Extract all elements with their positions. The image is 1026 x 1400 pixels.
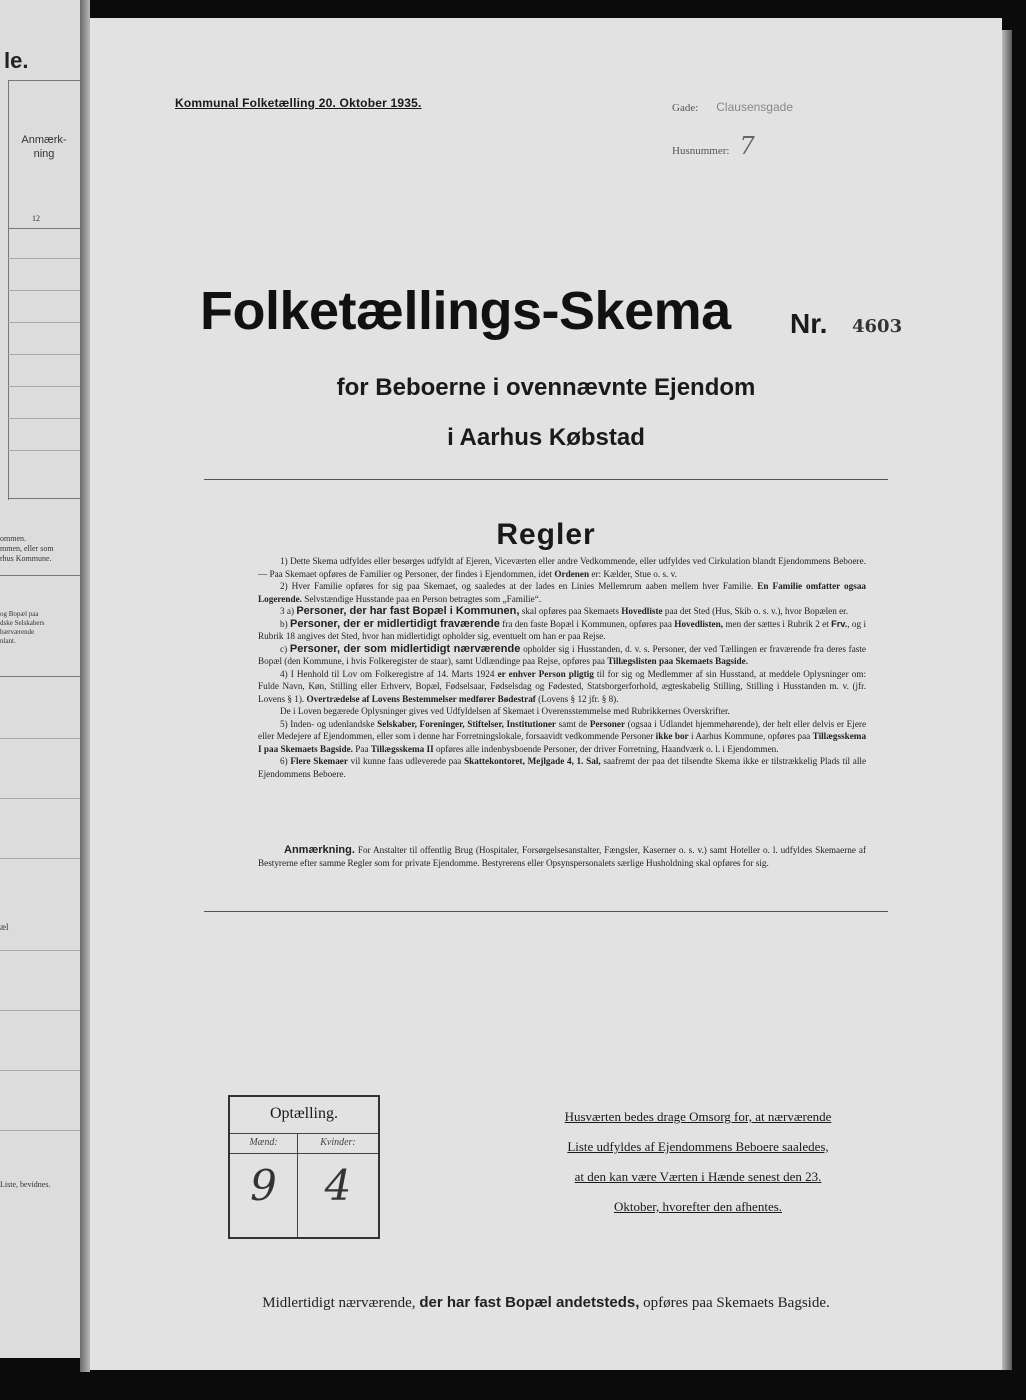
tally-women-label: Kvinder: [320,1137,356,1148]
footer-instruction [90,1294,1002,1312]
rules-heading: Regler [496,518,596,551]
left-heading-fragment: le. [4,48,29,73]
footer-part-3: opføres paa Skemaets Bagside. [643,1295,830,1311]
left-column-number: 12 [32,214,40,223]
left-rule [0,950,80,951]
section-divider [204,479,888,480]
left-rule [0,575,80,576]
left-note-line: ommen. [0,534,26,543]
left-rule [8,258,80,259]
street-field [672,98,793,116]
left-note2-line: dske Selskabers [0,619,45,627]
left-rule [8,386,80,387]
left-column-label-2: ning [33,148,55,160]
rule-3c: c) Personer, der som midlertidigt nærværende opholder sig i Husstanden, d. v. s. Personer, der ved Tællingen er fraværende fra deres faste Bopæl (den Kommune, i hvis Folkeregister de staar), samt Udlændinge paa Rejse, opføres paa Tillægslisten paa Skemaets Bagside. [258,642,867,666]
form-title: Folketællings-Skema [200,281,731,341]
left-rule [8,228,80,229]
left-rule [8,498,80,499]
tally-header-rule [230,1153,378,1154]
notice-line-2: Liste udfyldes af Ejendommens Beboere saaledes, [567,1139,829,1154]
page-edge-shadow [1002,30,1012,1370]
left-rule [8,418,80,419]
tally-women-value: 4 [324,1161,352,1210]
left-rule [8,80,80,81]
left-rule [8,354,80,355]
form-number-label: Nr. [790,308,828,339]
rule-3b: b) Personer, der er midlertidigt fraværende fra den faste Bopæl i Kommunen, opføres paa Hovedlisten, men der sættes i Rubrik 2 et Frv., og i Rubrik 18 angives det Sted, hvor han midlertidigt opholder sig, eventuelt om han er paa Rejse. [258,617,867,641]
census-form-page [90,18,1002,1370]
form-number-value: 4603 [852,316,903,337]
left-page-fragment [0,0,81,1358]
notice-line-1: Husværten bedes drage Omsorg for, at nærværende [564,1109,832,1124]
left-note2-line: nlant. [0,637,16,645]
tally-title-rule [230,1133,378,1134]
tally-title: Optælling. [269,1105,338,1122]
left-fragment-mid: æl [0,922,9,932]
notice-line-4: Oktober, hvorefter den afhentes. [613,1199,783,1214]
left-rule [0,798,80,799]
left-note-line: rhus Kommune. [0,554,52,563]
census-title: Kommunal Folketælling 20. Oktober 1935. [175,96,422,110]
note-text: For Anstalter til offentlig Brug (Hospitaler, Forsørgelsesanstalter, Fængsler, Kaserner o. s. v.) samt Hoteller o. l. udfyldes Skemaerne af Bestyrerne efter samme Regler som for private Ejendomme. Bestyrerens eller Opsynspersonalets særlige Husholdning skal opføres for sig. [258,845,867,868]
rule-6: 6) Flere Skemaer vil kunne faas udleverede paa Skattekontoret, Mejlgade 4, 1. Sal, saafremt der paa det tilsendte Skema ikke er tilstrækkelig Plads til alle Ejendommens Beboere. [258,756,867,779]
rule-4-cont: De i Loven begærede Oplysninger gives ved Udfyldelsen af Skemaet i Overensstemmelse med Rubrikkernes Overskrifter. [280,706,730,716]
rule-3a: 3 a) Personer, der har fast Bopæl i Kommunen, skal opføres paa Skemaets Hovedliste paa det Sted (Hus, Skib o. s. v.), hvor Bopælen er. [280,605,849,617]
left-note2-line: og Bopæl paa [0,610,39,618]
left-rule [0,1130,80,1131]
left-rule [0,1010,80,1011]
left-rule [8,450,80,451]
rule-2: 2) Hver Familie opføres for sig paa Skemaet, og saaledes at der lades en Linies Mellemrum aaben mellem hver Familie. En Familie omfatter ogsaa Logerende. Selvstændige Husstande paa en Person betragtes som „Familie“. [258,581,867,604]
footer-part-2: der har fast Bopæl andetsteds, [419,1294,640,1311]
rule-1: 1) Dette Skema udfyldes eller besørges udfyldt af Ejeren, Viceværten eller andre Vedkommende, eller udfyldes ved Cirkulation blandt Ejendommens Beboere. — Paa Skemaet opføres de Familier og Personer, der findes i Ejendommen, idet Ordenen er: Kælder, Stue o. s. v. [258,556,866,579]
street-value: Clausensgade [716,100,793,114]
tally-men-value: 9 [250,1161,277,1210]
left-note2-line: bærværende [0,628,35,636]
rule-5: 5) Inden- og udenlandske Selskaber, Foreninger, Stiftelser, Institutioner samt de Personer (ogsaa i Udlandet hjemmehørende), der helt eller delvis er Ejere eller Medejere af Ejendommen, eller som i denne har Forretningslokale, forsaavidt vedkommende Personer ikke bor i Aarhus Kommune, opføres paa Tillægsskema I paa Skemaets Bagside. Paa Tillægsskema II opføres alle indenbysboende Personer, der driver Forretning, Haandværk o. l. i Ejendommen. [258,718,867,754]
house-number-field [672,132,755,160]
book-spine-shadow [80,0,90,1372]
form-subtitle-1: for Beboerne i ovennævnte Ejendom [336,374,756,401]
notice-line-3: at den kan være Værten i Hænde senest den 23. [574,1169,822,1184]
street-label: Gade: [672,102,699,114]
rule-4: 4) I Henhold til Lov om Folkeregistre af 14. Marts 1924 er enhver Person pligtig til for sig og Medlemmer af sin Husstand, at meddele Oplysninger om: Fulde Navn, Køn, Stilling eller Erhverv, Bopæl, Fødselsaar, Fødselsdag og Fødested, Statsborgerforhold, ægteskabelig Stilling, Stilling i Husstanden m. v. (jfr. Lovens § 1). Overtrædelse af Lovens Bestemmelser medfører Bødestraf (Lovens § 12 jfr. § 8). [258,668,867,704]
note-section [258,844,866,869]
section-divider [204,911,888,912]
house-number-value: 7 [739,132,755,160]
left-rule [8,290,80,291]
landlord-notice [530,1102,866,1222]
footer-part-1: Midlertidigt nærværende, [262,1295,416,1311]
left-note-line: mmen, eller som [0,544,54,553]
left-fragment-bottom: Liste, bevidnes. [0,1180,51,1189]
form-subtitle-2: i Aarhus Købstad [447,424,645,451]
tally-men-label: Mænd: [249,1137,278,1148]
house-number-label: Husnummer: [672,145,730,157]
left-rule [0,858,80,859]
left-rule [0,738,80,739]
left-rule [8,322,80,323]
left-column-label-1: Anmærk- [21,134,67,146]
rules-text [258,555,866,780]
note-label: Anmærkning. [284,844,355,856]
left-rule [0,676,80,677]
left-rule [0,1070,80,1071]
tally-box [228,1095,380,1239]
